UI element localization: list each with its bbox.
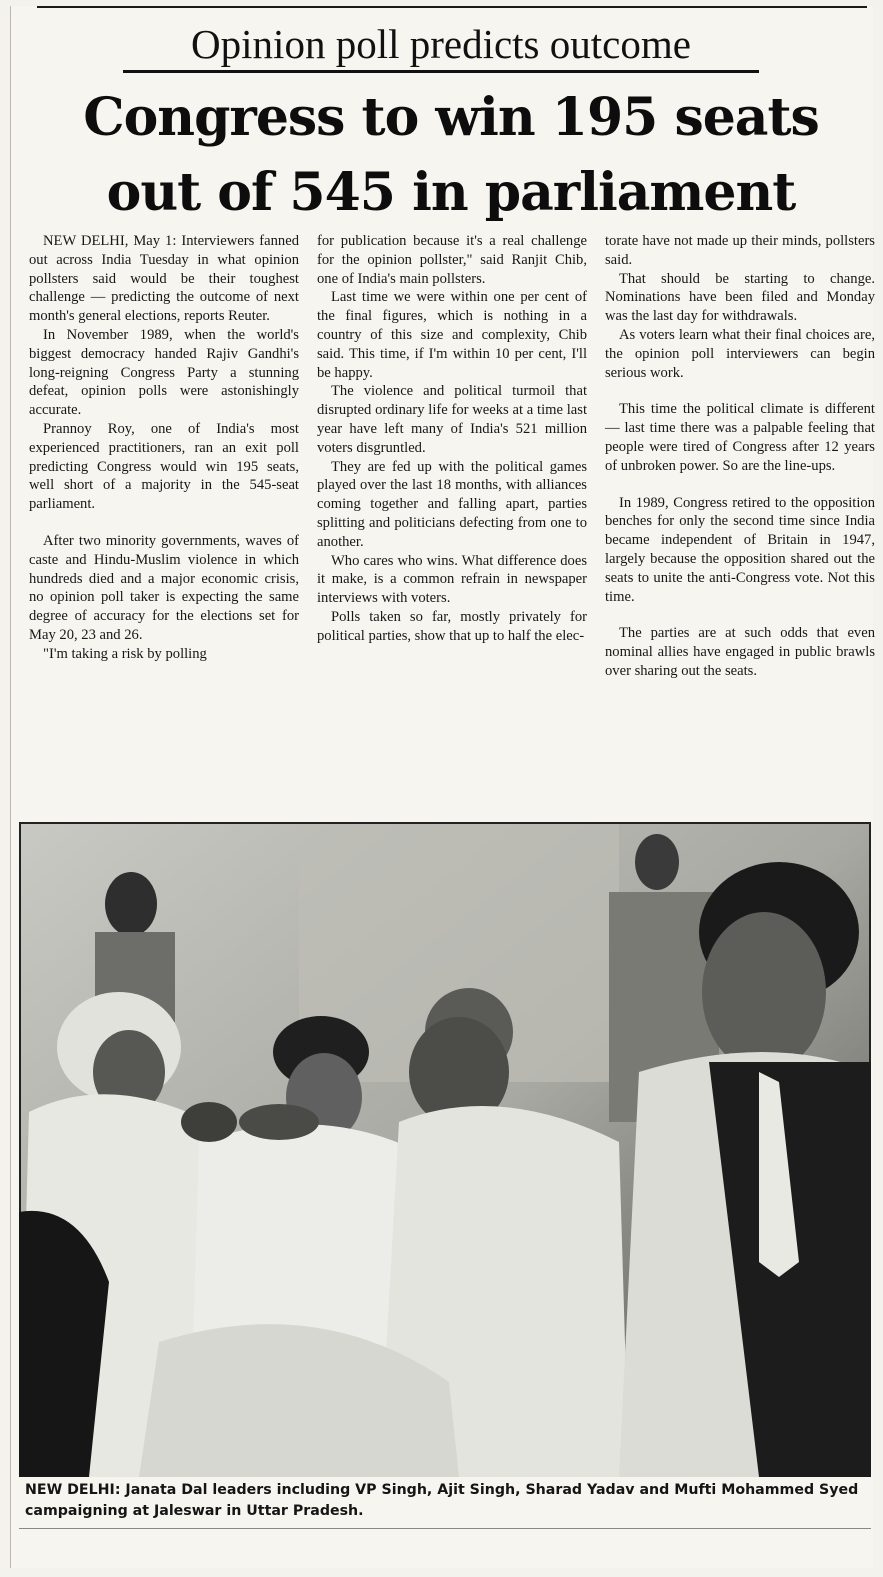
article-paragraph: NEW DELHI, May 1: Interviewers fanned out across India Tuesday in what opinion pollsters said would be their toughest challenge — predicting the outcome of next month's general elections, reports Reuter.: [29, 233, 299, 325]
article-paragraph: Who cares who wins. What difference does it make, is a common refrain in newspaper interviews with voters.: [317, 552, 587, 607]
article-paragraph: In November 1989, when the world's biggest democracy handed Rajiv Gandhi's long-reigning Congress Party a stunning defeat, opinion polls were astonishingly accurate.: [29, 326, 299, 419]
article-paragraph: That should be starting to change. Nominations have been filed and Monday was the last day for withdrawals.: [605, 270, 875, 325]
article-paragraph: The parties are at such odds that even nominal allies have engaged in public brawls over sharing out the seats.: [605, 625, 875, 679]
campaign-photo-illustration: [19, 822, 871, 1477]
photo-caption: NEW DELHI: Janata Dal leaders including VP Singh, Ajit Singh, Sharad Yadav and Mufti Mohammed Syed campaigning at Jaleswar in Uttar Pradesh.: [25, 1482, 859, 1519]
bottom-rule: [19, 1528, 871, 1529]
article-paragraph: Last time we were within one per cent of the final figures, which is nothing in a country of this size and complexity, Chib said. This time, if I'm within 10 per cent, I'll be happy.: [317, 289, 587, 381]
main-headline: Congress to win 195 seats out of 545 in parliament: [83, 87, 819, 223]
newspaper-clipping: [10, 6, 873, 1568]
article-paragraph: As voters learn what their final choices are, the opinion poll interviewers can begin serious work.: [605, 326, 875, 381]
news-photo: [19, 822, 871, 1477]
article-paragraph: "I'm taking a risk by polling: [43, 645, 207, 662]
article-paragraph: This time the political climate is different — last time there was a palpable feeling that people were tired of Congress after 12 years of unbroken power. So are the line-ups.: [605, 401, 875, 474]
article-paragraph: The violence and political turmoil that disrupted ordinary life for weeks at a time last year have left many of India's 521 million voters disgruntled.: [317, 383, 587, 456]
article-paragraph: Polls taken so far, mostly privately for political parties, show that up to half the elec-: [317, 608, 587, 644]
column-2: [317, 232, 587, 646]
article-body: [19, 232, 875, 832]
kicker-headline: Opinion poll predicts outcome: [123, 18, 759, 73]
top-rule: [37, 6, 867, 8]
column-3: [605, 232, 875, 681]
article-paragraph: for publication because it's a real challenge for the opinion pollster," said Ranjit Chib, one of India's main pollsters.: [317, 233, 587, 287]
article-paragraph: They are fed up with the political games played over the last 18 months, with alliances coming together and falling apart, parties splitting and politicians defecting from one to another.: [317, 458, 587, 550]
article-paragraph: torate have not made up their minds, pollsters said.: [605, 233, 875, 268]
article-paragraph: Prannoy Roy, one of India's most experienced practitioners, ran an exit poll predicting Congress would win 195 seats, well short of a majority in the 545-seat parliament.: [29, 420, 299, 513]
article-paragraph: After two minority governments, waves of caste and Hindu-Muslim violence in which hundreds died and a major economic crisis, no opinion poll taker is expecting the same degree of accuracy for the elections set for May 20, 23 and 26.: [29, 532, 299, 643]
column-1: [29, 232, 299, 664]
article-paragraph: In 1989, Congress retired to the opposition benches for only the second time since India became independent of Britain in 1947, largely because the opposition shared out the seats to unite the anti-Congress vote. Not this time.: [605, 494, 875, 605]
